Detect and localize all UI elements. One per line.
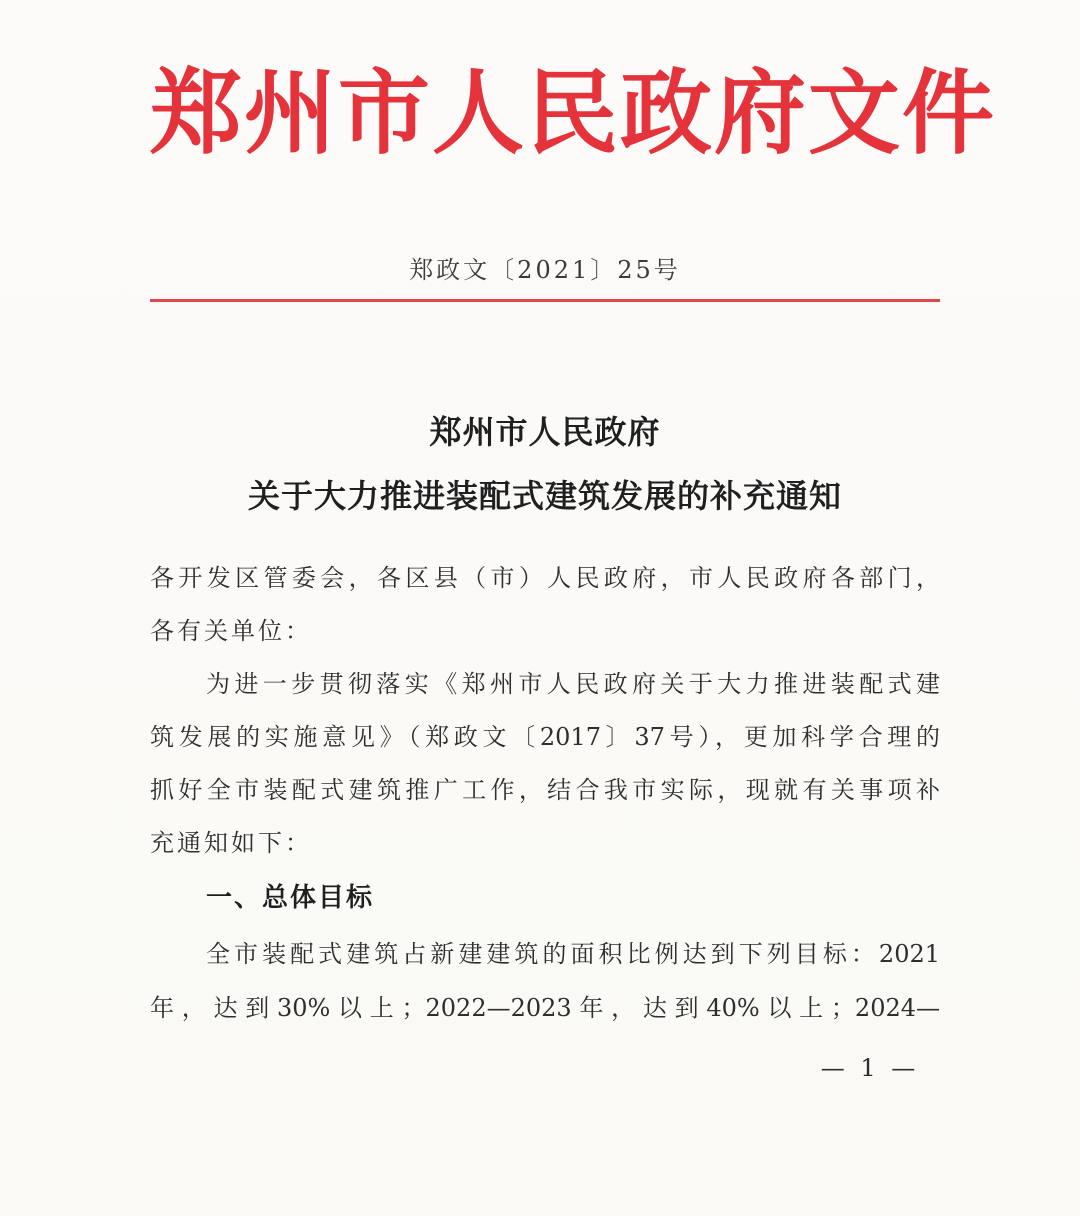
document-title-line-2: 关于大力推进装配式建筑发展的补充通知 (247, 477, 842, 515)
intro-line-2: 筑发展的实施意见》（郑政文〔2017〕37号），更加科学合理的 (150, 723, 940, 751)
section-heading-overall-goals: 一、总体目标 (206, 883, 375, 913)
intro-line-1: 为进一步贯彻落实《郑州市人民政府关于大力推进装配式建 (206, 670, 940, 698)
intro-line-4: 充通知如下： (150, 829, 312, 857)
intro-line-3: 抓好全市装配式建筑推广工作，结合我市实际，现就有关事项补 (150, 776, 940, 804)
recipients-line-2: 各有关单位： (150, 617, 312, 645)
red-divider-rule (150, 299, 940, 302)
recipients-line-1: 各开发区管委会，各区县（市）人民政府，市人民政府各部门， (150, 564, 940, 592)
section-line-1: 全市装配式建筑占新建建筑的面积比例达到下列目标：2021 (206, 940, 940, 968)
document-masthead: 郑州市人民政府文件 (150, 59, 997, 167)
page-number: — 1 — (820, 1054, 920, 1082)
section-line-2: 年，达到30%以上；2022—2023年，达到40%以上；2024— (150, 994, 940, 1022)
document-title-line-1: 郑州市人民政府 (429, 413, 661, 451)
document-number: 郑政文〔2021〕25号 (409, 256, 681, 284)
